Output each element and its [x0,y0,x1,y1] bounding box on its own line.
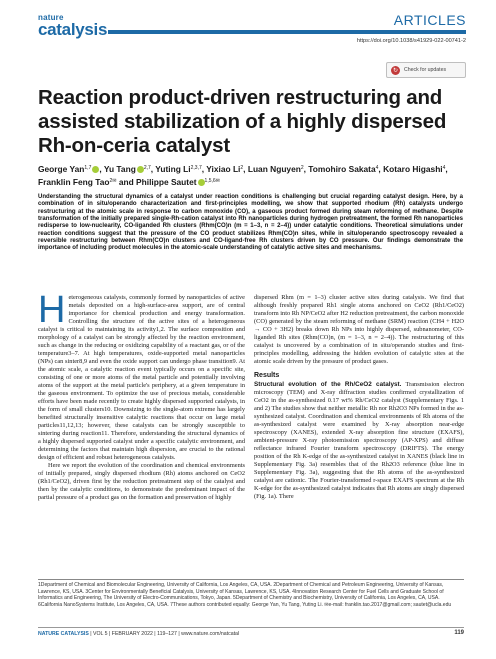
author-name[interactable]: , Luan Nguyen [243,164,301,174]
body-column-left [38,289,245,502]
logo-line2: catalysis [38,20,108,39]
section-label: ARTICLES [393,12,466,28]
results-paragraph-1: Transmission electron microscopy (TEM) and X-ray diffraction studies confirmed crystallization of CeO2 in the as-synthesized 0.17 wt% Rh/CeO2 catalyst (Supplementary Figs. 1 and 2) The studies show that neither metallic Rh nor Rh2O3 NPs formed in the as-synthesized catalyst. Coordination and chemical environments of Rh atoms of the as-synthesized catalyst were examined by X-ray absorption near-edge spectroscopy (XANES), extended X-ray absorption fine structure (EXAFS), ambient-pressure X-ray photoemission spectroscopy (AP-XPS) and diffuse reflectance infrared Fourier transform spectroscopy (DRIFTS). The energy position of the Rh K-edge of the as-synthesized catalyst in XANES (black line in Supplementary Fig. 3a) resembles that of the Rh2O3 reference (blue line in Supplementary Fig. 3a), suggesting that the Rh atoms of the as-synthesized catalyst are cationic. The Fourier-transformed r-space EXAFS spectrum at the Rh K-edge for the as-synthesized catalyst indicates that Rh atoms are singly dispersed (Fig. 1a). There [254,381,464,501]
logo-line1: nature [38,13,64,22]
intro-paragraph-1: eterogeneous catalysts, commonly formed by nanoparticles of active metals deposited on a high-surface-area support, are of central importance for chemical production and energy transformation. Controlling the structure of the active sites of a heterogeneous catalyst is critical to maintaining its activity1,2. The surface composition and morphology of a catalyst can be strongly affected by the reaction environment, such as change in the reducing or oxidizing capability of a reactant gas, or of the temperature3–7. At high temperatures, oxide-supported metal nanoparticles (NPs) can sinter8,9 and even the oxide support can undergo phase transition9. At the atomic scale, a catalytic reaction event typically occurs on a specific site, consisting of one or more atoms of the metal particle and potentially involving atoms of the support at the metal particle's periphery, at a given temperature in the gaseous environment. To optimize the use of precious metals, considerable efforts have been made recently to create highly dispersed supported catalysts, in the form of small clusters10. Downsizing to the single-atom extreme has largely benefited structurally insensitive catalytic reactions that occur on large metal particles11,12,13; however, these catalysts can be strongly susceptible to sintering during reaction11. Therefore, understanding the structural dynamics of a highly dispersed supported catalyst under a specific catalytic environment, and determining the factors that maintain high dispersion, are crucial to the rational design of efficient and robust heterogeneous catalysts. [38,294,245,462]
check-updates-button[interactable] [386,62,466,78]
author-name[interactable]: and Philippe Sautet [116,176,197,187]
page-number: 119 [454,630,464,636]
journal-name: NATURE CATALYSIS [38,631,89,637]
intro-paragraph-2: Here we report the evolution of the coordination and chemical environments of initially prepared, singly dispersed rhodium (Rh) atoms anchored on CeO2 (Rh1/CeO2), driven first by the reduction pretreatment step of the catalyst and then by the catalytic conditions, to demonstrate the predominant impact of the partial pressure of a product gas on the formation and preservation of highly [38,462,245,502]
header-rule [108,30,466,34]
affiliations-footnote: 1Department of Chemical and Biomolecular Engineering, University of California, Los Angeles, CA, USA. 2Department of Chemical and Petroleum Engineering, University of Kansas, Lawrence, KS, USA. 3Center for Environmentally Beneficial Catalysis, University of Kansas, Lawrence, KS, USA. 4Innovation Research Center for Fuel Cells and Graduate School of Informatics and Engineering, The University of Electro-Communications, Tokyo, Japan. 5Department of Chemistry and Biochemistry, University of California, Los Angeles, CA, USA. 6California NanoSystems Institute, Los Angeles, CA, USA. 7These authors contributed equally: George Yan, Yu Tang, Yuting Li. ✉e-mail: franklin.tao.2017@gmail.com; sautet@ucla.edu [38,582,452,608]
body-column-right [254,294,464,501]
refresh-icon: ↻ [392,67,399,74]
intro-paragraph-3: dispersed Rhm (m = 1–3) cluster active sites during catalysis. We find that although freshly prepared Rh1 single atoms anchored on CeO2 (Rh1/CeO2) transform into Rh NP/CeO2 after H2 reduction pretreatment, the carbon monoxide (CO) generated by the steam reforming of methane (SRM) reaction (CH4 + H2O → CO + 3H2) breaks down Rh NPs into highly dispersed, subnanometer, CO-liganded Rh sites (Rhm(CO)n, (m = 1–3, n = 2–4)). The restructuring of this catalyst is uncovered by a combination of in situ/operando studies and first-principles modelling, addressing the hidden evolution of catalytic sites at the atomic scale driven by the pressure of product gases. [254,294,464,366]
author-name[interactable]: George Yan [38,164,85,174]
journal-logo[interactable] [38,14,108,38]
orcid-icon[interactable] [198,179,205,186]
abstract: Understanding the structural dynamics of a catalyst under reaction conditions is challenging but crucial regarding catalyst design. Here, by a combination of in situ/operando characterization and first-principles modelling, we show that supported rhodium (Rh) catalysts undergo restructuring at the atomic scale in response to carbon monoxide (CO), a gaseous product formed during steam reforming of methane. Despite transformation of the initially prepared single-Rh-cation catalyst into Rh nanoparticles during hydrogen pretreatment, the formed Rh nanoparticles redisperse to low-nuclearity, CO-liganded Rh clusters (Rhm(CO)n (m = 1–3, n = 2–4)) under catalytic conditions. Theoretical simulations under reaction conditions suggest that the pressure of the CO product stabilizes Rhm(CO)n sites, while in situ/operando spectroscopy revealed a reversible restructuring between Rhm(CO)n clusters and CO-ligand-free Rh clusters driven by CO pressure. Our findings demonstrate the importance of including product molecules in the atomic-scale understanding of catalytic active sites and mechanisms. [38,194,463,252]
subsection-heading: Structural evolution of the Rh/CeO2 catalyst. [254,381,402,389]
check-updates-label: Check for updates [404,67,447,73]
author-name[interactable]: , Yu Tang [99,164,136,174]
footer-rule [38,627,464,628]
author-name[interactable]: , Tomohiro Sakata [303,164,376,174]
drop-cap: H [38,289,66,331]
journal-details[interactable]: | VOL 5 | FEBRUARY 2022 | 119–127 | www.nature.com/natcatal [88,631,240,637]
author-list: George Yan$^{1,7}$ , Yu Tang $^{2,7}$, Yuting Li$^{2,3,7}$, Yixiao Li$^2$, Luan Nguyen$^2$, Tomohiro Sakata$^4$, Kotaro Higashi$^4$, Franklin Feng Tao$^{2✉}$ and Philippe Sautet $^{1,5,6✉}$ [38,164,448,187]
author-name[interactable]: , Yuting Li [150,164,191,174]
results-heading: Results [254,372,280,380]
article-title: Reaction product-driven restructuring and assisted stabilization of a highly dispersed Rh-on-ceria catalyst [38,86,447,157]
orcid-icon[interactable] [137,166,144,173]
journal-info [38,631,239,637]
author-name[interactable]: , Kotaro Higashi [378,164,443,174]
author-name[interactable]: Franklin Feng Tao [38,176,110,187]
author-name[interactable]: , Yixiao Li [201,164,241,174]
doi-link[interactable]: https://doi.org/10.1038/s41929-022-00741-2 [356,38,466,44]
footnote-rule [38,579,464,580]
